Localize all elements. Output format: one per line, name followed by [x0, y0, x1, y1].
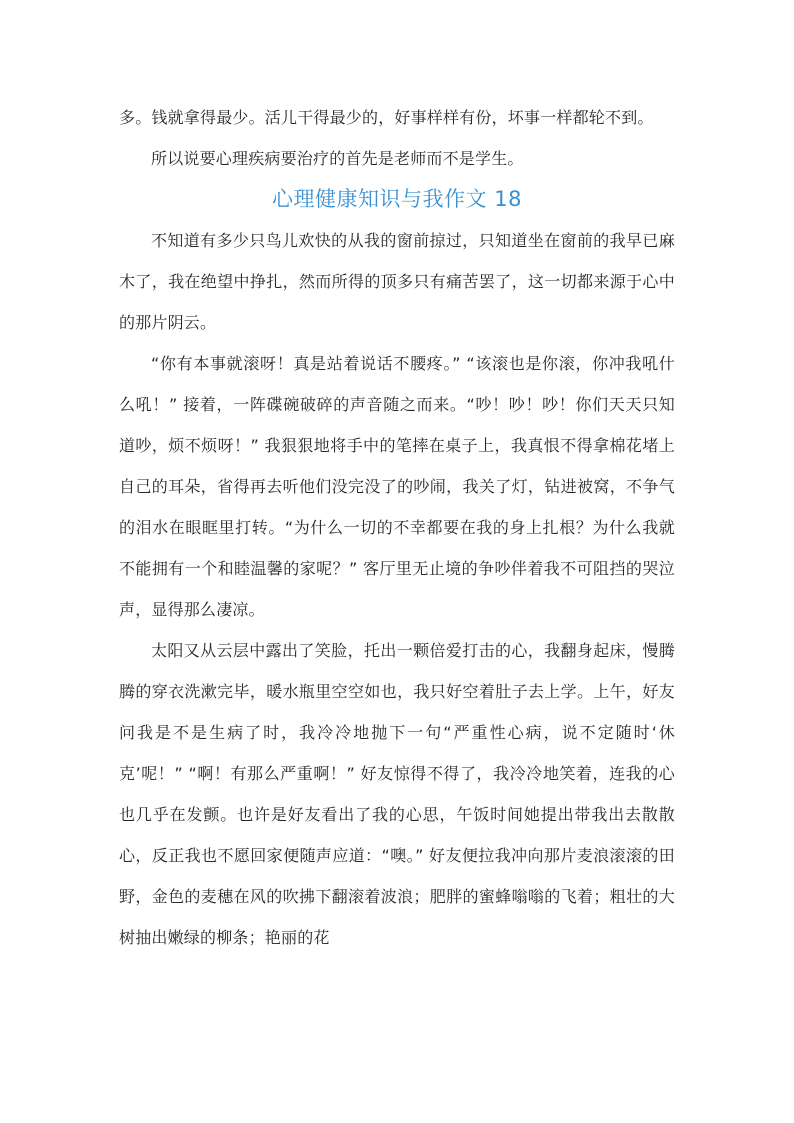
paragraph-body-2: “你有本事就滚呀！真是站着说话不腰疼。” “该滚也是你滚，你冲我吼什么吼！” 接着，一阵碟碗破碎的声音随之而来。“吵！吵！吵！你们天天只知道吵，烦不烦呀！” 我狠狠地将手中的笔摔在桌子上，我真恨不得拿棉花堵上自己的耳朵，省得再去听他们没完没了的吵闹，我关了灯，钻进被窝，不争气的泪水在眼眶里打转。“为什么一切的不幸都要在我的身上扎根？为什么我就不能拥有一个和睦温馨的家呢？” 客厅里无止境的争吵伴着我不可阻挡的哭泣声，显得那么凄凉。	[119, 354, 675, 619]
paragraph-continuation: 多。钱就拿得最少。活儿干得最少的，好事样样有份，坏事一样都轮不到。	[119, 108, 654, 127]
section-heading: 心理健康知识与我作文 18	[272, 187, 522, 211]
paragraph-body-1: 不知道有多少只鸟儿欢快的从我的窗前掠过，只知道坐在窗前的我早已麻木了，我在绝望中挣扎，然而所得的顶多只有痛苦罢了，这一切都来源于心中的那片阴云。	[119, 231, 675, 332]
document-page	[119, 97, 675, 958]
paragraph-body-3: 太阳又从云层中露出了笑脸，托出一颗倍爱打击的心，我翻身起床，慢腾腾的穿衣洗漱完毕，暖水瓶里空空如也，我只好空着肚子去上学。上午，好友问我是不是生病了时，我冷冷地抛下一句“严重性心病，说不定随时‘休克’呢！” “啊！有那么严重啊！” 好友惊得不得了，我冷冷地笑着，连我的心也几乎在发颤。也许是好友看出了我的心思，午饭时间她提出带我出去散散心，反正我也不愿回家便随声应道：“噢。” 好友便拉我冲向那片麦浪滚滚的田野，金色的麦穗在风的吹拂下翻滚着波浪；肥胖的蜜蜂嗡嗡的飞着；粗壮的大树抽出嫩绿的柳条；艳丽的花	[119, 641, 675, 947]
paragraph-conclusion: 所以说要心理疾病要治疗的首先是老师而不是学生。	[151, 149, 524, 168]
